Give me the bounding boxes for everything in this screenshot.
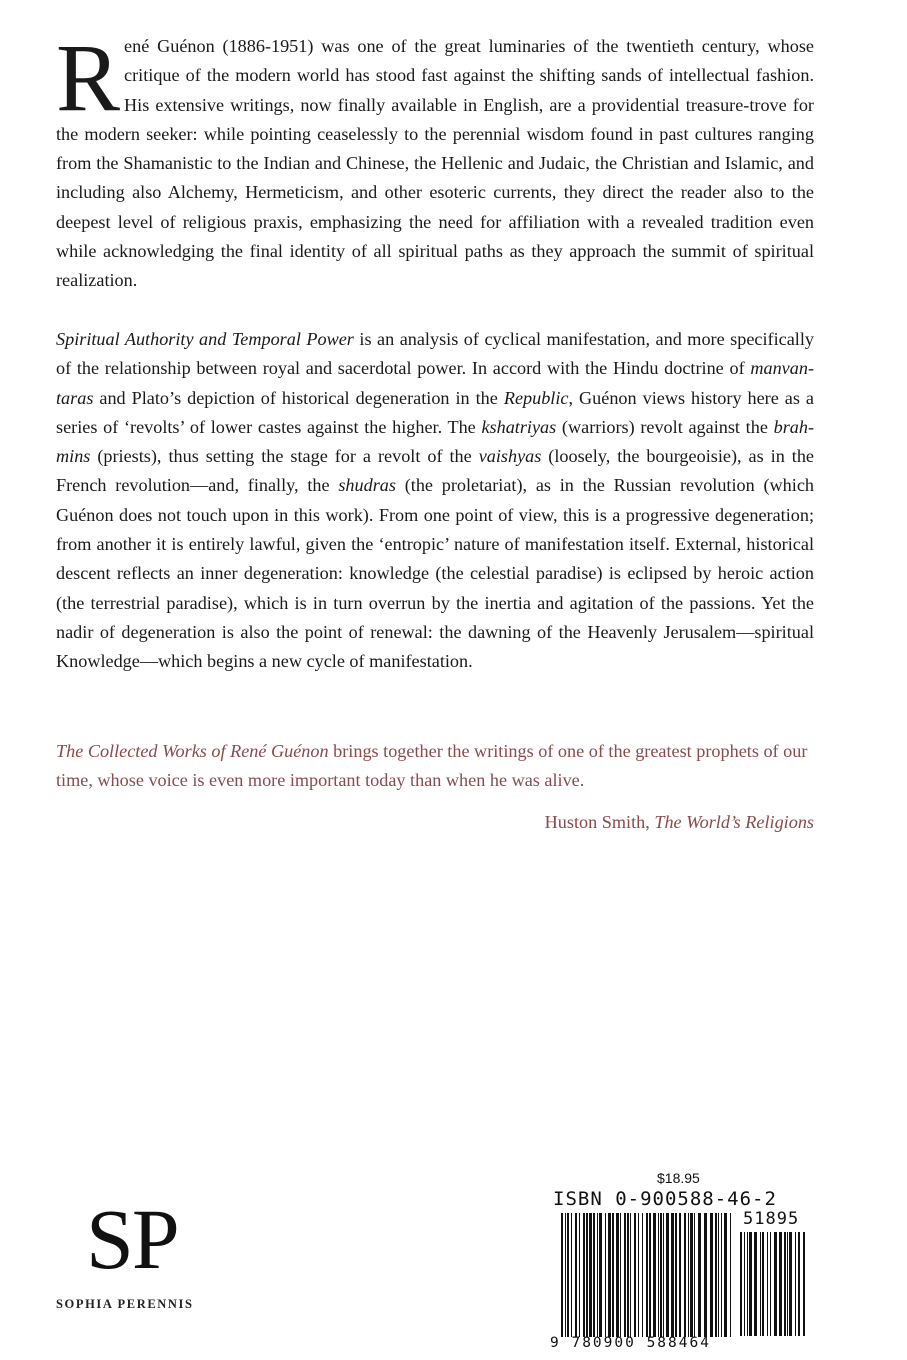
barcode-bar xyxy=(593,1213,595,1337)
term-manvantaras: manvantaras xyxy=(56,358,814,408)
barcode-bar xyxy=(740,1232,742,1336)
barcode-bar xyxy=(663,1213,664,1337)
barcode-bar xyxy=(710,1213,713,1337)
barcode-bar xyxy=(624,1213,626,1337)
barcode-bar xyxy=(767,1232,768,1336)
barcode-bar xyxy=(599,1213,602,1337)
description-paragraph xyxy=(56,325,814,677)
barcode-bar xyxy=(608,1213,611,1337)
barcode-digits: 9 780900 588464 xyxy=(550,1335,711,1351)
barcode-bar xyxy=(561,1213,563,1337)
barcode-bar xyxy=(671,1213,674,1337)
desc-text-4: (warriors) revolt against the xyxy=(556,416,774,437)
desc-text-7: (the proletariat), as in the Russian revolution (which Guénon does not touch upon in this work). From one point of view, this is a progressive degeneration; from another it is entirely lawful, given the ‘entropic’ nature of manifestation itself. External, historical descent reflects an inner degeneration: knowledge (the celestial paradise) is eclipsed by heroic action (the terrestrial paradise), which is in turn overrun by the inertia and agitation of the passions. Yet the nadir of degeneration is also the point of renewal: the dawning of the Heavenly Jerusalem—spiritual Knowledge—which begins a new cycle of manifestation. xyxy=(56,475,814,672)
intro-text: ené Guénon (1886-1951) was one of the great luminaries of the twentieth century, whose critique of the modern world has stood fast against the shifting sands of intellectual fashion. His extensive writings, now finally available in English, are a providential treasure-trove for the modern seeker: while pointing ceaselessly to the perennial wisdom found in past cultures ranging from the Shamanistic to the Indian and Chinese, the Hellenic and Judaic, the Christian and Islamic, and including also Alchemy, Hermeticism, and other esoteric currents, they direct the reader also to the deepest level of religious praxis, emphasizing the need for affiliation with a revealed tradition even while acknowledging the final identity of all spiritual paths as they approach the summit of spiritual realization. xyxy=(56,36,814,291)
barcode-bar xyxy=(567,1213,569,1337)
term-vaishyas: vaishyas xyxy=(478,446,542,467)
barcode-bar xyxy=(698,1213,701,1337)
barcode-bar xyxy=(690,1213,693,1337)
barcode-bar xyxy=(634,1213,636,1337)
barcode-bar xyxy=(789,1232,792,1336)
addon-code: 51895 xyxy=(743,1209,800,1229)
barcode-bar xyxy=(760,1232,761,1336)
desc-text-5: (priests), thus setting the stage for a revolt of the xyxy=(90,446,479,467)
barcode-bar xyxy=(747,1232,748,1336)
barcode-bar xyxy=(589,1213,592,1337)
barcode-bar xyxy=(704,1213,707,1337)
term-republic: Republic xyxy=(503,387,569,408)
drop-cap: R xyxy=(56,24,121,131)
barcode-bar xyxy=(787,1232,788,1336)
barcode-bar xyxy=(684,1213,686,1337)
barcode-bar xyxy=(653,1213,656,1337)
barcode-bar xyxy=(779,1232,782,1336)
desc-text-2: and Plato’s depiction of historical degeneration in the xyxy=(93,387,504,408)
barcode-bar xyxy=(688,1213,689,1337)
barcode-bar xyxy=(803,1232,805,1336)
barcode-bar xyxy=(749,1232,752,1336)
term-kshatriyas: kshatriyas xyxy=(481,416,557,437)
quote-author: Huston Smith, xyxy=(544,812,655,832)
barcode-bar xyxy=(630,1213,631,1337)
barcode-panel xyxy=(547,1163,815,1360)
price-label: $18.95 xyxy=(657,1170,700,1186)
barcode-bar xyxy=(579,1213,580,1337)
barcode-bar xyxy=(718,1213,719,1337)
quote-attribution xyxy=(545,812,814,833)
quote-text: brings together the writings of one of the greatest prophets of our time, whose voice is even more important today than when he was alive. xyxy=(56,741,808,791)
barcode-bar xyxy=(666,1213,669,1337)
barcode-bar xyxy=(675,1213,677,1337)
barcode-bar xyxy=(724,1213,727,1337)
barcode-bar xyxy=(597,1213,598,1337)
endorsement-quote xyxy=(56,737,814,796)
barcode-bar xyxy=(754,1232,757,1336)
addon-barcode xyxy=(740,1232,806,1336)
barcode-bar xyxy=(770,1232,771,1336)
barcode-bar xyxy=(660,1213,662,1337)
barcode-bar xyxy=(694,1213,695,1337)
barcode-bar xyxy=(620,1213,621,1337)
quote-author-work: The World’s Religions xyxy=(654,812,814,832)
book-title: Spiritual Authority and Temporal Power xyxy=(56,329,354,349)
barcode-bar xyxy=(586,1213,588,1337)
barcode-bar xyxy=(565,1213,566,1337)
desc-text-3: , Guénon views history here as a series of ‘revolts’ of lower castes against the higher. The xyxy=(56,387,815,437)
barcode-bar xyxy=(798,1232,800,1336)
barcode-bar xyxy=(658,1213,659,1337)
barcode-bar xyxy=(649,1213,651,1337)
desc-text-1: is an analysis of cyclical manifestation, and more specifically of the relationship between royal and sacerdotal power. In accord with the Hindu doctrine of xyxy=(56,329,815,379)
barcode-bar xyxy=(575,1213,577,1337)
desc-text-6: (loosely, the bourgeoisie), as in the French revolution—and, finally, the xyxy=(56,446,814,496)
barcode-bar xyxy=(638,1213,639,1337)
barcode-bar xyxy=(627,1213,629,1337)
barcode-bar xyxy=(721,1213,722,1337)
intro-paragraph xyxy=(56,24,814,296)
publisher-name: SOPHIA PERENNIS xyxy=(56,1297,194,1311)
barcode-bar xyxy=(646,1213,648,1337)
barcode-bar xyxy=(744,1232,745,1336)
barcode-bar xyxy=(730,1213,731,1337)
barcode-bar xyxy=(605,1213,606,1337)
barcode-bar xyxy=(616,1213,619,1337)
barcode-bar xyxy=(642,1213,643,1337)
barcode-bar xyxy=(583,1213,585,1337)
barcode-bar xyxy=(571,1213,572,1337)
barcode-bar xyxy=(612,1213,614,1337)
barcode-bar xyxy=(715,1213,717,1337)
barcode-bar xyxy=(784,1232,786,1336)
barcode-bar xyxy=(762,1232,764,1336)
term-shudras: shudras xyxy=(338,475,396,496)
barcode-bar xyxy=(679,1213,681,1337)
isbn-label: ISBN 0-900588-46-2 xyxy=(553,1188,777,1210)
term-brahmins: brahmins xyxy=(56,416,815,467)
barcode-bar xyxy=(774,1232,777,1336)
quote-title: The Collected Works of René Guénon xyxy=(56,741,329,761)
barcode-bar xyxy=(795,1232,796,1336)
ean-barcode xyxy=(561,1213,735,1337)
publisher-logo: SP xyxy=(86,1191,178,1287)
